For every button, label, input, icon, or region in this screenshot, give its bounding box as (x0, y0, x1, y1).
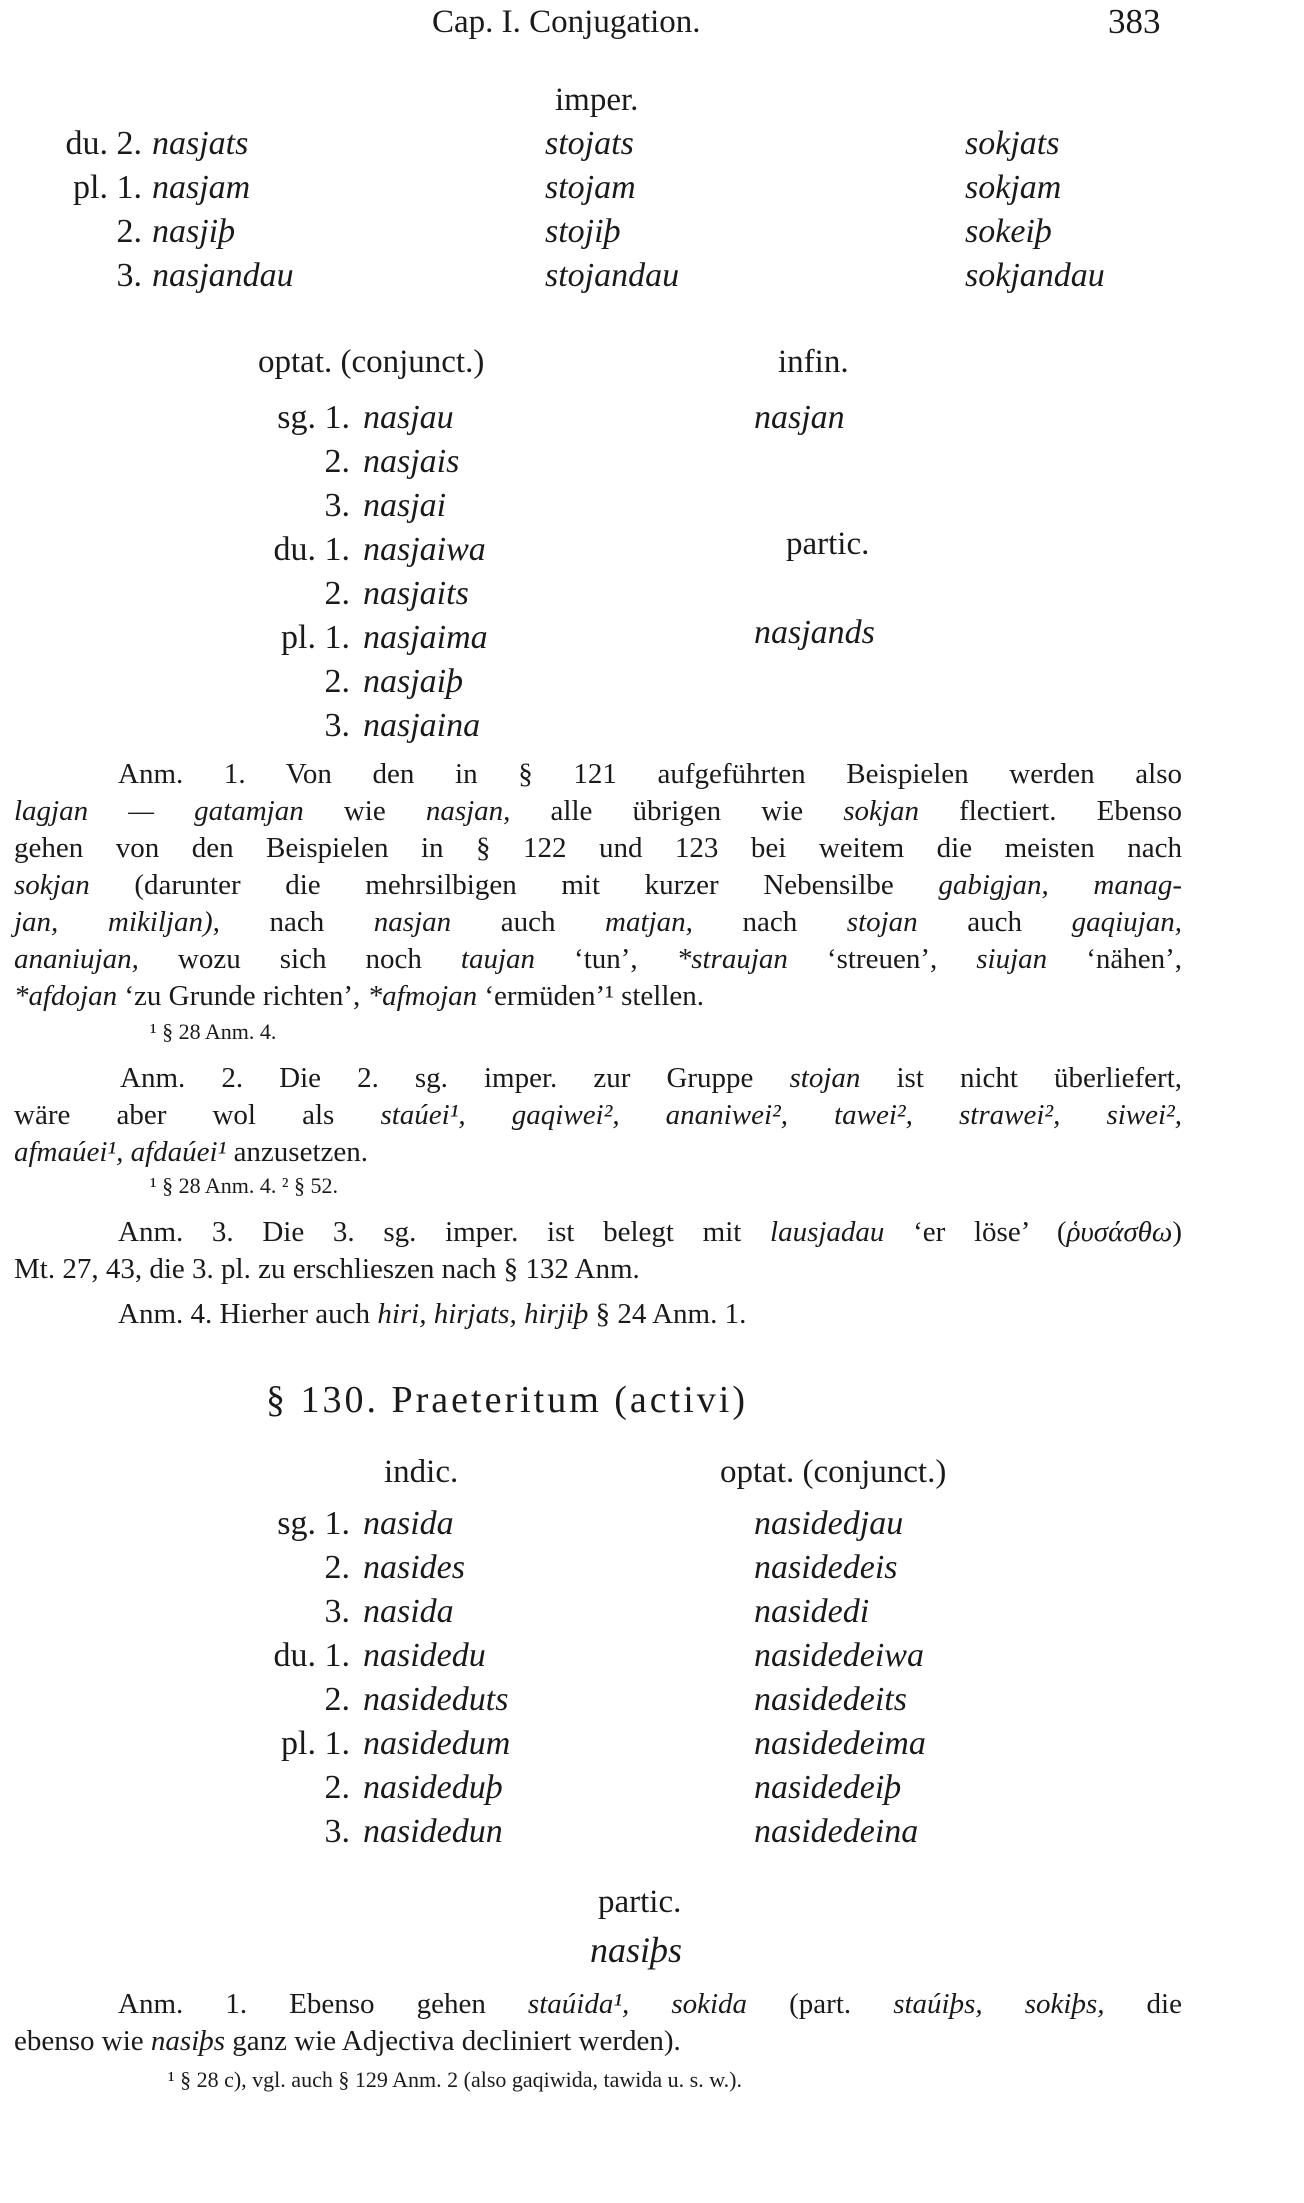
prt-indic-form: nasidedun (363, 1813, 503, 1850)
text-line: lagjan — gatamjan wie nasjan, alle übrigen wie sokjan flectiert. Ebenso (14, 795, 1182, 827)
prt-indic-form: nasidedum (363, 1725, 511, 1762)
running-title: Cap. I. Conjugation. (432, 4, 701, 40)
text-line: jan, mikiljan), nach nasjan auch matjan, nach stojan auch gaqiujan, (14, 906, 1182, 938)
optat-form: nasjaiþ (363, 663, 464, 700)
footnote-anm-final: ¹ § 28 c), vgl. auch § 129 Anm. 2 (also gaqiwida, tawida u. s. w.). (168, 2067, 743, 2092)
infinitive-heading: infin. (778, 344, 849, 380)
text-line: wäre aber wol als staúei¹, gaqiwei², ananiwei², tawei², strawei², siwei², (14, 1099, 1182, 1131)
imper-form-stojan: stojandau (545, 257, 680, 294)
prt-person: 2. (324, 1769, 350, 1806)
optat-form: nasjaiwa (363, 531, 486, 568)
optat-form: nasjaina (363, 707, 481, 744)
note-anm-4 (14, 1296, 1182, 1333)
optat-person: sg. 1. (277, 399, 350, 436)
participle-heading: partic. (786, 526, 870, 562)
note-anm-2 (14, 1060, 1182, 1171)
text-line: *afdojan ‘zu Grunde richten’, *afmojan ‘ermüden’¹ stellen. (14, 980, 705, 1012)
prt-indic-form: nasida (363, 1593, 454, 1630)
prt-optat-form: nasidedeis (754, 1549, 898, 1586)
optat-form: nasjau (363, 399, 454, 436)
prt-person: pl. 1. (281, 1725, 350, 1762)
participle-form: nasjands (754, 614, 875, 651)
text-line: ananiujan, wozu sich noch taujan ‘tun’, *straujan ‘streuen’, siujan ‘nähen’, (14, 943, 1183, 975)
footnote-anm-1: ¹ § 28 Anm. 4. (150, 1019, 277, 1044)
imper-form-nasjan: nasjam (152, 169, 251, 206)
imper-form-nasjan: nasjandau (152, 257, 294, 294)
prt-person: 2. (324, 1549, 350, 1586)
prt-indic-form: nasideduts (363, 1681, 509, 1718)
prt-person: 2. (324, 1681, 350, 1718)
optat-form: nasjaima (363, 619, 488, 656)
imper-person: du. 2. (65, 125, 142, 162)
imper-form-sokjan: sokeiþ (965, 213, 1052, 250)
imper-person: pl. 1. (73, 169, 142, 206)
page-number: 383 (1108, 2, 1161, 41)
optat-person: 3. (324, 707, 350, 744)
prt-person: sg. 1. (277, 1505, 350, 1542)
imper-person: 2. (116, 213, 142, 250)
prt-person: 3. (324, 1593, 350, 1630)
partic-heading: partic. (598, 1884, 682, 1920)
text-line: Anm. 2. Die 2. sg. imper. zur Gruppe stojan ist nicht überliefert, (120, 1062, 1183, 1094)
prt-person: 3. (324, 1813, 350, 1850)
prt-indic-form: nasida (363, 1505, 454, 1542)
prt-optat-form: nasidedeits (754, 1681, 907, 1718)
prt-indic-form: nasideduþ (363, 1769, 503, 1806)
imper-form-stojan: stojam (545, 169, 636, 206)
optat-person: du. 1. (273, 531, 350, 568)
imper-form-stojan: stojiþ (545, 213, 621, 250)
note-anm-1 (14, 756, 1182, 1015)
prt-person: du. 1. (273, 1637, 350, 1674)
text-line: gehen von den Beispielen in § 122 und 123 bei weitem die meisten nach (14, 832, 1182, 864)
section-heading: § 130. Praeteritum (activi) (266, 1379, 748, 1421)
optat-person: 2. (324, 575, 350, 612)
text-line: Anm. 3. Die 3. sg. imper. ist belegt mit lausjadau ‘er löse’ (ῥυσάσθω) (118, 1216, 1183, 1248)
prt-optat-form: nasidedjau (754, 1505, 904, 1542)
imperative-heading: imper. (555, 82, 639, 118)
imper-form-sokjan: sokjandau (965, 257, 1105, 294)
optat-person: 2. (324, 443, 350, 480)
optative-heading: optat. (conjunct.) (258, 344, 485, 380)
footnote-anm-2: ¹ § 28 Anm. 4. ² § 52. (150, 1173, 338, 1198)
imper-form-stojan: stojats (545, 125, 634, 162)
optat-form: nasjaits (363, 575, 469, 612)
text-line: Mt. 27, 43, die 3. pl. zu erschlieszen nach § 132 Anm. (14, 1253, 640, 1285)
text-line: ebenso wie nasiþs ganz wie Adjectiva decliniert werden). (14, 2025, 681, 2057)
text-line: Anm. 1. Von den in § 121 aufgeführten Beispielen werden also (118, 758, 1182, 790)
text-line: Anm. 4. Hierher auch hiri, hirjats, hirjiþ § 24 Anm. 1. (118, 1298, 747, 1330)
prt-optat-form: nasidedeima (754, 1725, 926, 1762)
imper-person: 3. (116, 257, 142, 294)
optat-person: pl. 1. (281, 619, 350, 656)
text-line: sokjan (darunter die mehrsilbigen mit kurzer Nebensilbe gabigjan, manag- (14, 869, 1182, 901)
note-anm-3 (14, 1214, 1182, 1288)
prt-optat-form: nasidedeiwa (754, 1637, 924, 1674)
prt-indic-form: nasidedu (363, 1637, 486, 1674)
text-line: afmaúei¹, afdaúei¹ anzusetzen. (14, 1136, 369, 1168)
imper-form-sokjan: sokjats (965, 125, 1060, 162)
text-line: Anm. 1. Ebenso gehen staúida¹, sokida (part. staúiþs, sokiþs, die (118, 1988, 1182, 2020)
optat-person: 3. (324, 487, 350, 524)
prt-optat-form: nasidedeiþ (754, 1769, 902, 1806)
optat-form: nasjai (363, 487, 447, 524)
note-anm-final (14, 1986, 1182, 2060)
prt-optat-form: nasidedi (754, 1593, 870, 1630)
imper-form-nasjan: nasjats (152, 125, 249, 162)
optat-form: nasjais (363, 443, 460, 480)
imper-form-sokjan: sokjam (965, 169, 1062, 206)
infinitive-form: nasjan (754, 399, 845, 436)
optat-person: 2. (324, 663, 350, 700)
indic-heading: indic. (384, 1454, 459, 1490)
optat-heading: optat. (conjunct.) (720, 1454, 947, 1490)
prt-indic-form: nasides (363, 1549, 465, 1586)
imper-form-nasjan: nasjiþ (152, 213, 236, 250)
partic-form: nasiþs (590, 1930, 683, 1970)
prt-optat-form: nasidedeina (754, 1813, 919, 1850)
